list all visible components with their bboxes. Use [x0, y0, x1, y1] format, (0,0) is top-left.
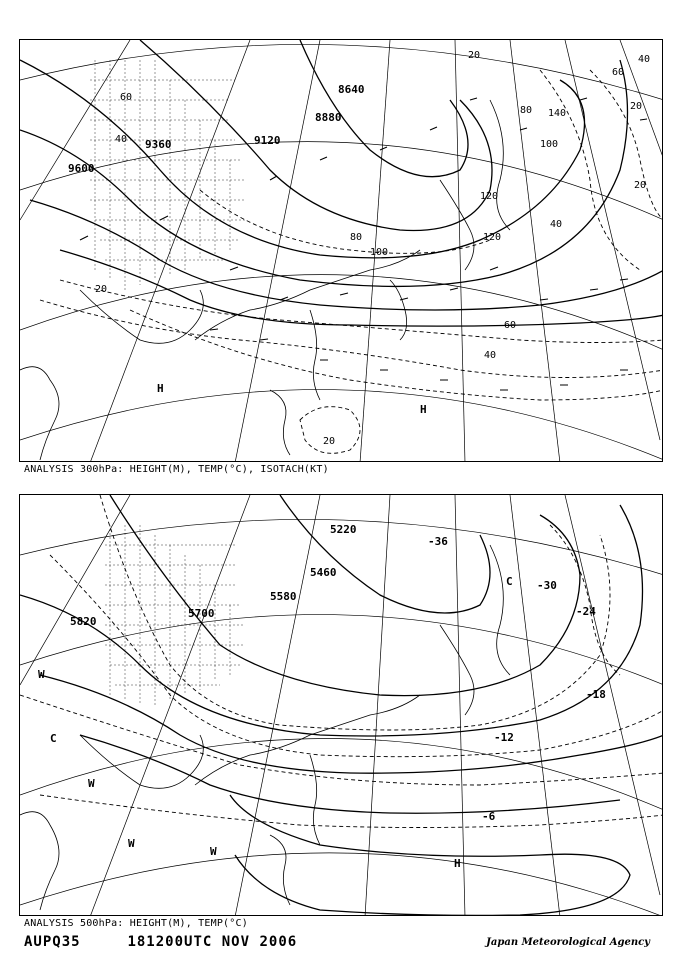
- height-label-9600: 9600: [68, 162, 95, 175]
- isotach-label: 100: [540, 139, 559, 150]
- temp-label: -30: [537, 579, 557, 592]
- map-panel-500hpa: [19, 494, 663, 916]
- height-label-5700: 5700: [188, 607, 215, 620]
- temperature-contours: [20, 495, 663, 828]
- temp-label: -36: [428, 535, 448, 548]
- isotach-label: 120: [480, 191, 499, 202]
- isotach-label: 120: [483, 232, 502, 243]
- chart-id-and-time: [24, 934, 297, 950]
- grid-hatch-area: [90, 60, 245, 290]
- temp-label: -24: [576, 605, 596, 618]
- isotach-label: 20: [468, 50, 481, 61]
- cold-center: C: [50, 732, 57, 745]
- map-panel-300hpa: [19, 39, 663, 462]
- height-label-8880: 8880: [315, 111, 342, 124]
- isotach-label: 20: [95, 284, 108, 295]
- panel-caption-300hpa: ANALYSIS 300hPa: HEIGHT(M), TEMP(°C), ISOTACH(KT): [24, 464, 329, 475]
- valid-time: 181200UTC NOV 2006: [127, 934, 298, 950]
- isotach-label: 60: [120, 92, 133, 103]
- height-label-9120: 9120: [254, 134, 281, 147]
- temp-label: -18: [586, 688, 606, 701]
- height-label-5460: 5460: [310, 566, 337, 579]
- graticule: [20, 40, 663, 462]
- height-label-5220: 5220: [330, 523, 357, 536]
- map-300hpa-svg: [20, 40, 663, 462]
- isotach-label: 140: [548, 108, 567, 119]
- isotach-label: 20: [634, 180, 647, 191]
- cold-center: C: [506, 575, 513, 588]
- agency-credit: Japan Meteorological Agency: [486, 937, 650, 948]
- height-contours: [20, 495, 663, 915]
- panel-caption-500hpa: ANALYSIS 500hPa: HEIGHT(M), TEMP(°C): [24, 918, 248, 929]
- isotach-label: 40: [484, 350, 497, 361]
- isotach-label: 100: [370, 247, 389, 258]
- warm-center: W: [38, 668, 45, 681]
- height-label-8640: 8640: [338, 83, 365, 96]
- height-label-5580: 5580: [270, 590, 297, 603]
- high-pressure-center: H: [454, 857, 461, 870]
- isotach-label: 60: [612, 67, 625, 78]
- warm-center: W: [88, 777, 95, 790]
- isotach-label: 20: [630, 101, 643, 112]
- grid-hatch-area: [105, 525, 245, 705]
- warm-center: W: [128, 837, 135, 850]
- temp-label: -12: [494, 731, 514, 744]
- height-label-5820: 5820: [70, 615, 97, 628]
- graticule: [20, 495, 663, 916]
- isotach-label: 40: [115, 134, 128, 145]
- isotach-label: 40: [550, 219, 563, 230]
- isotach-label: 80: [520, 105, 533, 116]
- isotach-label: 20: [323, 436, 336, 447]
- isotach-label: 60: [504, 320, 517, 331]
- isotach-label: 40: [638, 54, 651, 65]
- warm-center: W: [210, 845, 217, 858]
- map-500hpa-svg: [20, 495, 663, 916]
- isotach-label: 80: [350, 232, 363, 243]
- high-pressure-center: H: [157, 382, 164, 395]
- height-label-9360: 9360: [145, 138, 172, 151]
- coastlines: [20, 100, 510, 460]
- temp-label: -6: [482, 810, 496, 823]
- high-pressure-center: H: [420, 403, 427, 416]
- isotachs: [40, 70, 663, 453]
- chart-code: AUPQ35: [24, 934, 81, 950]
